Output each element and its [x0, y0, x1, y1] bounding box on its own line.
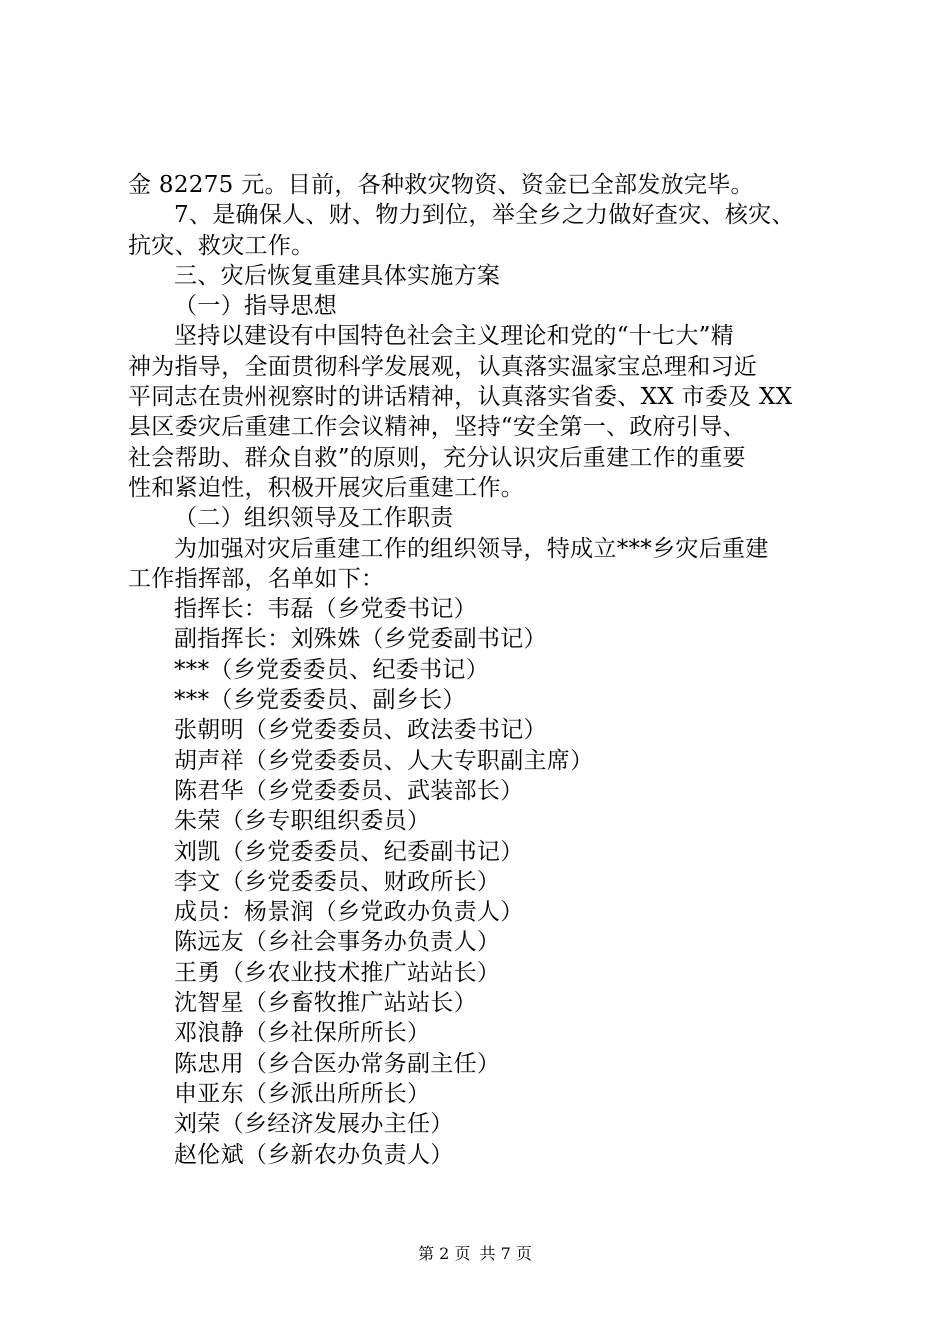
text-line: 张朝明（乡党委委员、政法委书记） [174, 717, 547, 744]
text-line: 平同志在贵州视察时的讲话精神，认真落实省委、XX 市委及 XX [128, 384, 793, 411]
text-line: 李文（乡党委委员、财政所长） [174, 868, 501, 895]
text-line: 坚持以建设有中国特色社会主义理论和党的“十七大”精 [174, 323, 735, 350]
page-total: 共 7 页 [479, 1244, 532, 1263]
text-line: 赵伦斌（乡新农办负责人） [174, 1141, 454, 1168]
text-line: 刘荣（乡经济发展办主任） [174, 1111, 454, 1138]
text-line: ***（乡党委委员、纪委书记） [174, 656, 489, 683]
text-line: 指挥长：韦磊（乡党委书记） [174, 596, 477, 623]
text-line: 三、灾后恢复重建具体实施方案 [174, 262, 501, 289]
text-line: 工作指挥部，名单如下： [128, 565, 385, 592]
text-line: 邓浪静（乡社保所所长） [174, 1020, 431, 1047]
text-line: 7、是确保人、财、物力到位，举全乡之力做好查灾、核灾、 [174, 202, 795, 229]
text-line: （二）组织领导及工作职责 [174, 505, 454, 532]
text-line: 刘凯（乡党委委员、纪委副书记） [174, 838, 524, 865]
text-line: 陈远友（乡社会事务办负责人） [174, 929, 501, 956]
text-line: 金 82275 元。目前，各种救灾物资、资金已全部发放完毕。 [128, 172, 754, 198]
text-line: 陈忠用（乡合医办常务副主任） [174, 1050, 501, 1077]
text-line: ***（乡党委委员、副乡长） [174, 687, 466, 714]
text-line: 性和紧迫性，积极开展灾后重建工作。 [128, 474, 525, 501]
text-line: 抗灾、救灾工作。 [128, 232, 315, 259]
text-line: 申亚东（乡派出所所长） [174, 1080, 431, 1107]
text-line: 王勇（乡农业技术推广站站长） [174, 959, 501, 986]
text-line: 胡声祥（乡党委委员、人大专职副主席） [174, 747, 594, 774]
text-line: 神为指导，全面贯彻科学发展观，认真落实温家宝总理和习近 [128, 353, 758, 380]
page-number: 第 2 页 [418, 1244, 471, 1263]
text-line: 社会帮助、群众自救”的原则，充分认识灾后重建工作的重要 [128, 444, 746, 471]
text-line: 成员：杨景润（乡党政办负责人） [174, 899, 524, 926]
document-body [128, 170, 840, 1170]
text-line: 为加强对灾后重建工作的组织领导，特成立***乡灾后重建 [174, 535, 769, 562]
text-line: 县区委灾后重建工作会议精神，坚持“安全第一、政府引导、 [128, 414, 746, 441]
text-line: 朱荣（乡专职组织委员） [174, 808, 431, 835]
text-line: 副指挥长：刘殊姝（乡党委副书记） [174, 626, 547, 653]
page-footer [0, 1244, 950, 1264]
text-line: 沈智星（乡畜牧推广站站长） [174, 990, 477, 1017]
text-line: （一）指导思想 [174, 293, 338, 320]
text-line: 陈君华（乡党委委员、武装部长） [174, 777, 524, 804]
